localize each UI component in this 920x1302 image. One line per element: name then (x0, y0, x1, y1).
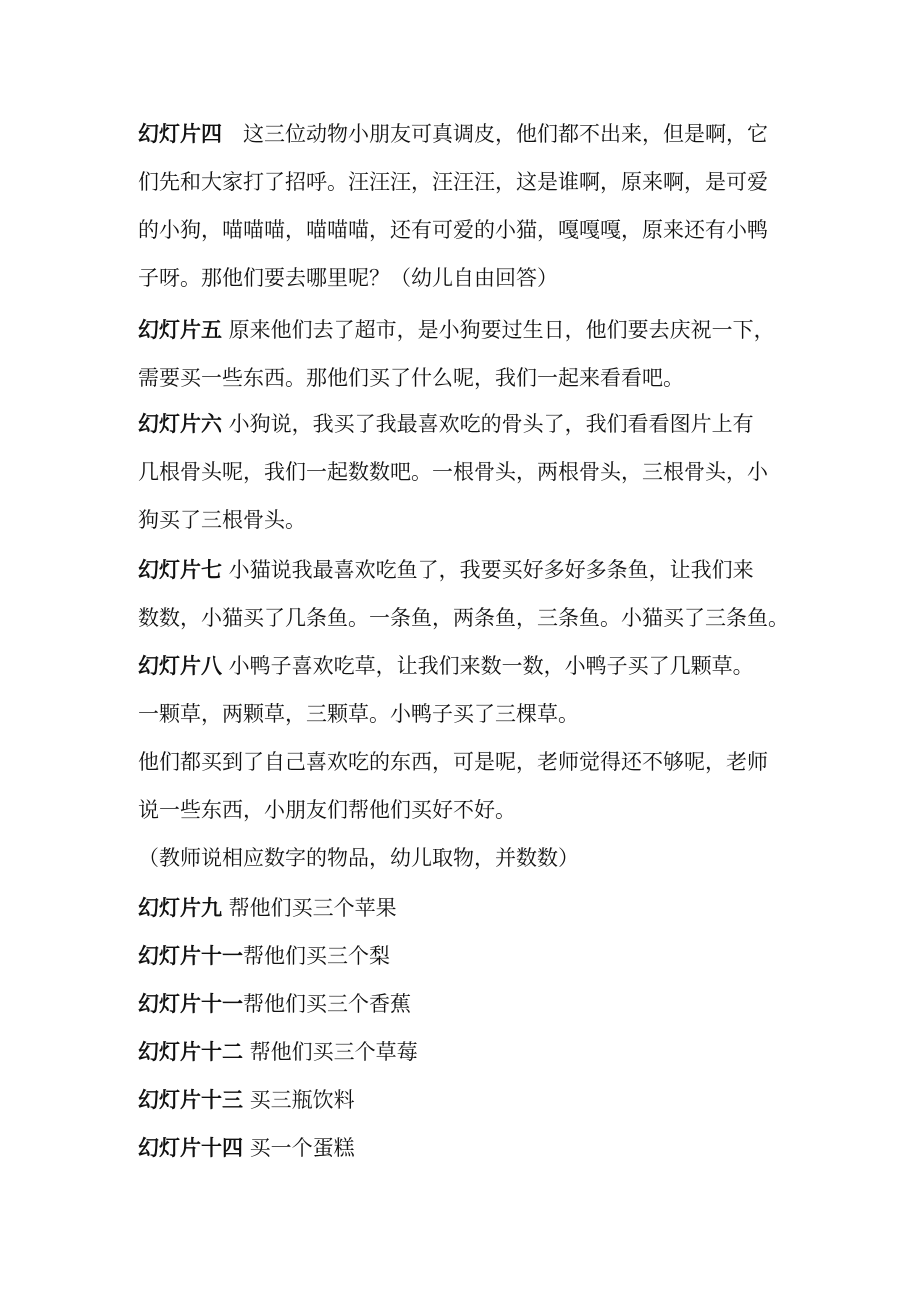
paragraph-slide-5 (138, 306, 798, 402)
paragraph-line: 买三瓶饮料 (243, 1088, 355, 1112)
paragraph-slide-12 (138, 1028, 798, 1076)
paragraph-slide-4 (138, 110, 798, 302)
paragraph-line: 一颗草，两颗草，三颗草。小鸭子买了三棵草。 (138, 702, 579, 726)
paragraph-line: 的小狗，喵喵喵，喵喵喵，还有可爱的小猫，嘎嘎嘎，原来还有小鸭 (138, 218, 768, 242)
paragraph-line: 需要买一些东西。那他们买了什么呢，我们一起来看看吧。 (138, 366, 684, 390)
paragraph-line: 小鸭子喜欢吃草，让我们来数一数，小鸭子买了几颗草。 (222, 654, 754, 678)
paragraph-slide-11b (138, 980, 798, 1028)
paragraph-line: 他们都买到了自己喜欢吃的东西，可是呢，老师觉得还不够呢，老师 (138, 750, 768, 774)
paragraph-line: 数数，小猫买了几条鱼。一条鱼，两条鱼，三条鱼。小猫买了三条鱼。 (138, 606, 789, 630)
slide-heading: 幻灯片十四 (138, 1136, 243, 1160)
paragraph-slide-11a (138, 932, 798, 980)
paragraph-line: 原来他们去了超市，是小狗要过生日，他们要去庆祝一下， (222, 318, 775, 342)
slide-heading: 幻灯片八 (138, 654, 222, 678)
slide-heading: 幻灯片五 (138, 318, 222, 342)
slide-heading: 幻灯片七 (138, 558, 222, 582)
paragraph-slide-14 (138, 1124, 798, 1172)
paragraph-instruction (138, 834, 798, 882)
paragraph-slide-9 (138, 884, 798, 932)
slide-heading: 幻灯片四 (138, 122, 222, 146)
slide-heading: 幻灯片十二 (138, 1040, 243, 1064)
paragraph-slide-6 (138, 400, 798, 544)
paragraph-line: 小猫说我最喜欢吃鱼了，我要买好多好多条鱼，让我们来 (222, 558, 754, 582)
slide-heading: 幻灯片十一 (138, 944, 243, 968)
paragraph-line: 帮他们买三个草莓 (243, 1040, 418, 1064)
paragraph-line: （教师说相应数字的物品，幼儿取物，并数数） (138, 846, 579, 870)
paragraph-line: 买一个蛋糕 (243, 1136, 355, 1160)
paragraph-line: 说一些东西，小朋友们帮他们买好不好。 (138, 798, 516, 822)
paragraph-line: 帮他们买三个梨 (243, 944, 390, 968)
paragraph-line: 帮他们买三个苹果 (222, 896, 397, 920)
paragraph-line: 子呀。那他们要去哪里呢？（幼儿自由回答） (138, 266, 558, 290)
slide-heading: 幻灯片十一 (138, 992, 243, 1016)
slide-heading: 幻灯片六 (138, 412, 222, 436)
paragraph-line: 几根骨头呢，我们一起数数吧。一根骨头，两根骨头，三根骨头，小 (138, 460, 768, 484)
paragraph-line: 这三位动物小朋友可真调皮，他们都不出来，但是啊，它 (222, 122, 768, 146)
paragraph-line: 小狗说，我买了我最喜欢吃的骨头了，我们看看图片上有 (222, 412, 754, 436)
paragraph-line: 们先和大家打了招呼。汪汪汪，汪汪汪，这是谁啊，原来啊，是可爱 (138, 170, 768, 194)
paragraph-slide-8 (138, 642, 798, 738)
paragraph-slide-13 (138, 1076, 798, 1124)
slide-heading: 幻灯片十三 (138, 1088, 243, 1112)
paragraph-line: 狗买了三根骨头。 (138, 508, 306, 532)
paragraph-line: 帮他们买三个香蕉 (243, 992, 411, 1016)
paragraph-slide-7 (138, 546, 798, 642)
paragraph-summary (138, 738, 798, 834)
slide-heading: 幻灯片九 (138, 896, 222, 920)
